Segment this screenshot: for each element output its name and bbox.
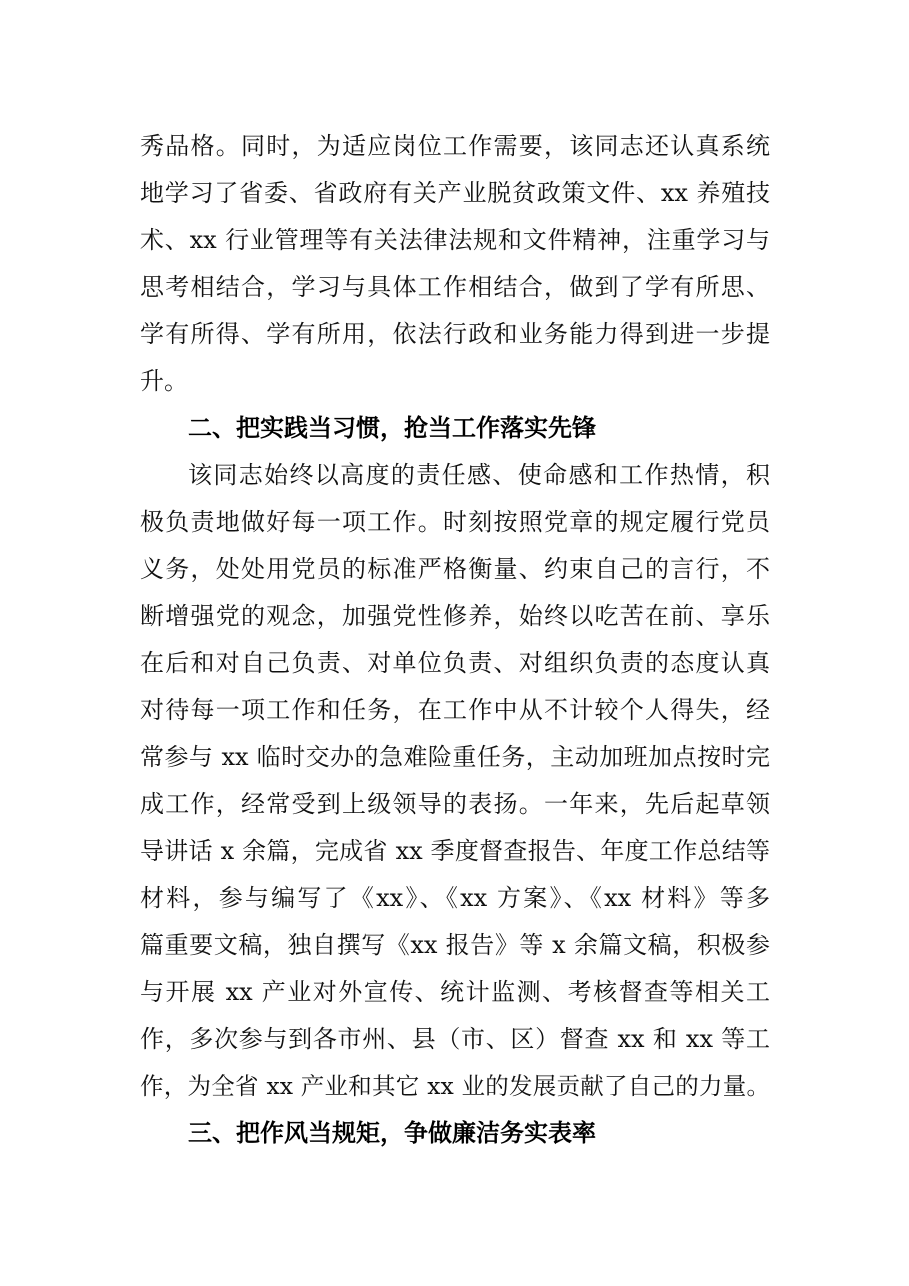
paragraph-line: 常参与 xx 临时交办的急难险重任务，主动加班加点按时完: [140, 743, 770, 771]
paragraph-line: 义务，处处用党员的标准严格衡量、约束自己的言行，不: [140, 555, 770, 583]
paragraph-line: 秀品格。同时，为适应岗位工作需要，该同志还认真系统: [140, 132, 770, 160]
paragraph-line: 该同志始终以高度的责任感、使命感和工作热情，积: [188, 461, 770, 489]
paragraph-line: 极负责地做好每一项工作。时刻按照党章的规定履行党员: [140, 508, 770, 536]
paragraph-line: 作，为全省 xx 产业和其它 xx 业的发展贡献了自己的力量。: [140, 1072, 770, 1100]
paragraph-line: 思考相结合，学习与具体工作相结合，做到了学有所思、: [140, 273, 770, 301]
section-heading: 二、把实践当习惯，抢当工作落实先锋: [188, 414, 596, 442]
paragraph-line: 与开展 xx 产业对外宣传、统计监测、考核督查等相关工: [140, 978, 770, 1006]
paragraph-line: 在后和对自己负责、对单位负责、对组织负责的态度认真: [140, 649, 770, 677]
paragraph-line: 成工作，经常受到上级领导的表扬。一年来，先后起草领: [140, 790, 770, 818]
paragraph-line: 导讲话 x 余篇，完成省 xx 季度督查报告、年度工作总结等: [140, 837, 770, 865]
paragraph-line: 术、xx 行业管理等有关法律法规和文件精神，注重学习与: [140, 226, 770, 254]
paragraph-line: 断增强党的观念，加强党性修养，始终以吃苦在前、享乐: [140, 602, 770, 630]
paragraph-line: 材料，参与编写了《xx》、《xx 方案》、《xx 材料》等多: [140, 884, 770, 912]
paragraph-line: 地学习了省委、省政府有关产业脱贫政策文件、xx 养殖技: [140, 179, 770, 207]
section-heading: 三、把作风当规矩，争做廉洁务实表率: [188, 1119, 596, 1147]
paragraph-line: 篇重要文稿，独自撰写《xx 报告》等 x 余篇文稿，积极参: [140, 931, 770, 959]
paragraph-line: 对待每一项工作和任务，在工作中从不计较个人得失，经: [140, 696, 770, 724]
paragraph-line: 作，多次参与到各市州、县（市、区）督查 xx 和 xx 等工: [140, 1025, 770, 1053]
paragraph-line: 升。: [140, 367, 188, 395]
paragraph-line: 学有所得、学有所用，依法行政和业务能力得到进一步提: [140, 320, 770, 348]
